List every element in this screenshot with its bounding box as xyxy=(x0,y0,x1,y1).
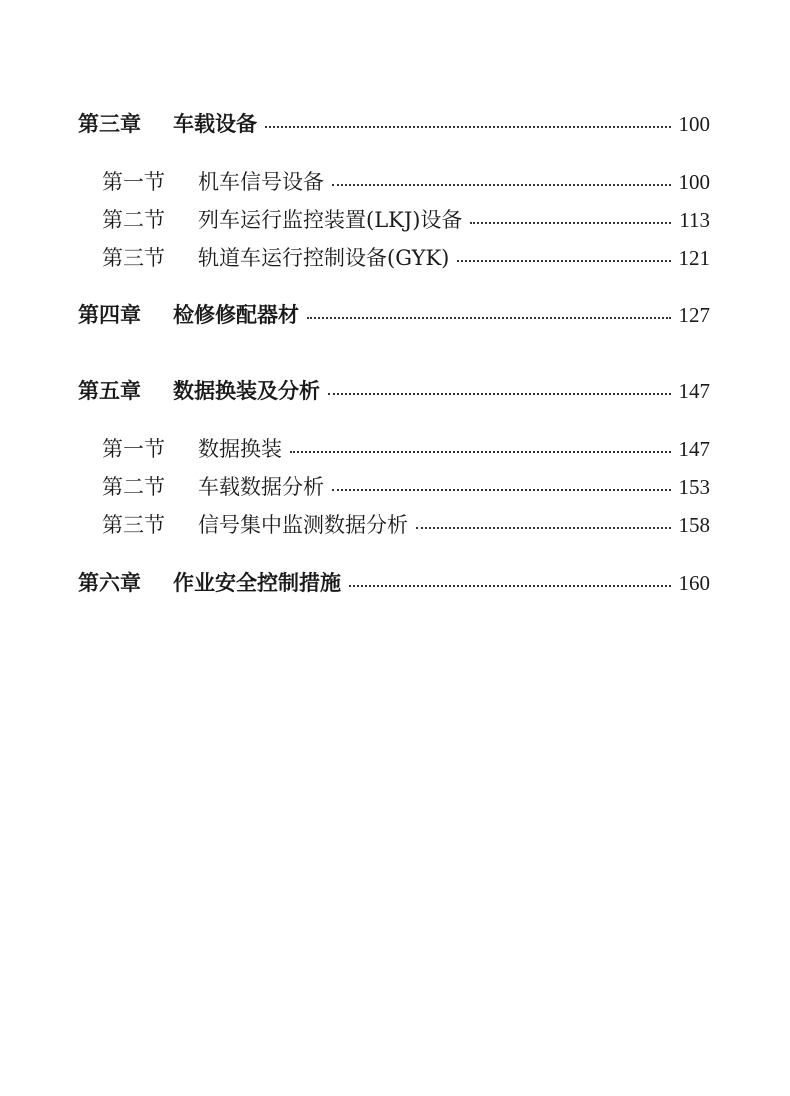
page-number: 147 xyxy=(678,437,710,461)
page-number: 100 xyxy=(678,170,710,194)
toc-chapter-5[interactable] xyxy=(78,375,710,405)
entry-title: 检修修配器材 xyxy=(173,303,299,327)
toc-section-3-3[interactable] xyxy=(102,242,710,272)
entry-label: 第三章 xyxy=(78,112,141,136)
dot-leader xyxy=(332,489,671,491)
entry-title: 信号集中监测数据分析 xyxy=(198,513,408,537)
toc-chapter-6[interactable] xyxy=(78,567,710,597)
page-number: 100 xyxy=(678,112,710,136)
page-number: 127 xyxy=(678,303,710,327)
entry-label: 第六章 xyxy=(78,571,141,595)
dot-leader xyxy=(307,317,671,319)
page-number: 121 xyxy=(678,246,710,270)
toc-chapter-3[interactable] xyxy=(78,108,710,138)
toc-section-3-1[interactable] xyxy=(102,166,710,196)
page-number: 113 xyxy=(679,208,710,232)
entry-title: 车载设备 xyxy=(173,112,257,136)
toc-section-5-3[interactable] xyxy=(102,509,710,539)
entry-label: 第五章 xyxy=(78,379,141,403)
toc-chapter-4[interactable] xyxy=(78,299,710,329)
entry-label: 第三节 xyxy=(102,246,165,270)
entry-label: 第四章 xyxy=(78,303,141,327)
toc-section-5-1[interactable] xyxy=(102,433,710,463)
entry-label: 第三节 xyxy=(102,513,165,537)
entry-title: 数据换装及分析 xyxy=(173,379,320,403)
dot-leader xyxy=(349,585,671,587)
entry-label: 第二节 xyxy=(102,475,165,499)
entry-title: 作业安全控制措施 xyxy=(173,571,341,595)
toc-section-3-2[interactable] xyxy=(102,204,710,234)
entry-label: 第二节 xyxy=(102,208,165,232)
dot-leader xyxy=(416,527,671,529)
entry-title: 列车运行监控装置(LKJ)设备 xyxy=(198,208,463,232)
page-number: 158 xyxy=(678,513,710,537)
page-number: 153 xyxy=(678,475,710,499)
entry-label: 第一节 xyxy=(102,170,165,194)
dot-leader xyxy=(265,126,671,128)
dot-leader xyxy=(328,393,671,395)
entry-title: 机车信号设备 xyxy=(198,170,324,194)
dot-leader xyxy=(290,451,671,453)
toc-section-5-2[interactable] xyxy=(102,471,710,501)
entry-title: 数据换装 xyxy=(198,437,282,461)
entry-title: 轨道车运行控制设备(GYK) xyxy=(198,246,450,270)
dot-leader xyxy=(470,222,671,224)
entry-label: 第一节 xyxy=(102,437,165,461)
page-number: 160 xyxy=(678,571,710,595)
dot-leader xyxy=(332,184,671,186)
page-number: 147 xyxy=(678,379,710,403)
dot-leader xyxy=(457,260,670,262)
entry-title: 车载数据分析 xyxy=(198,475,324,499)
